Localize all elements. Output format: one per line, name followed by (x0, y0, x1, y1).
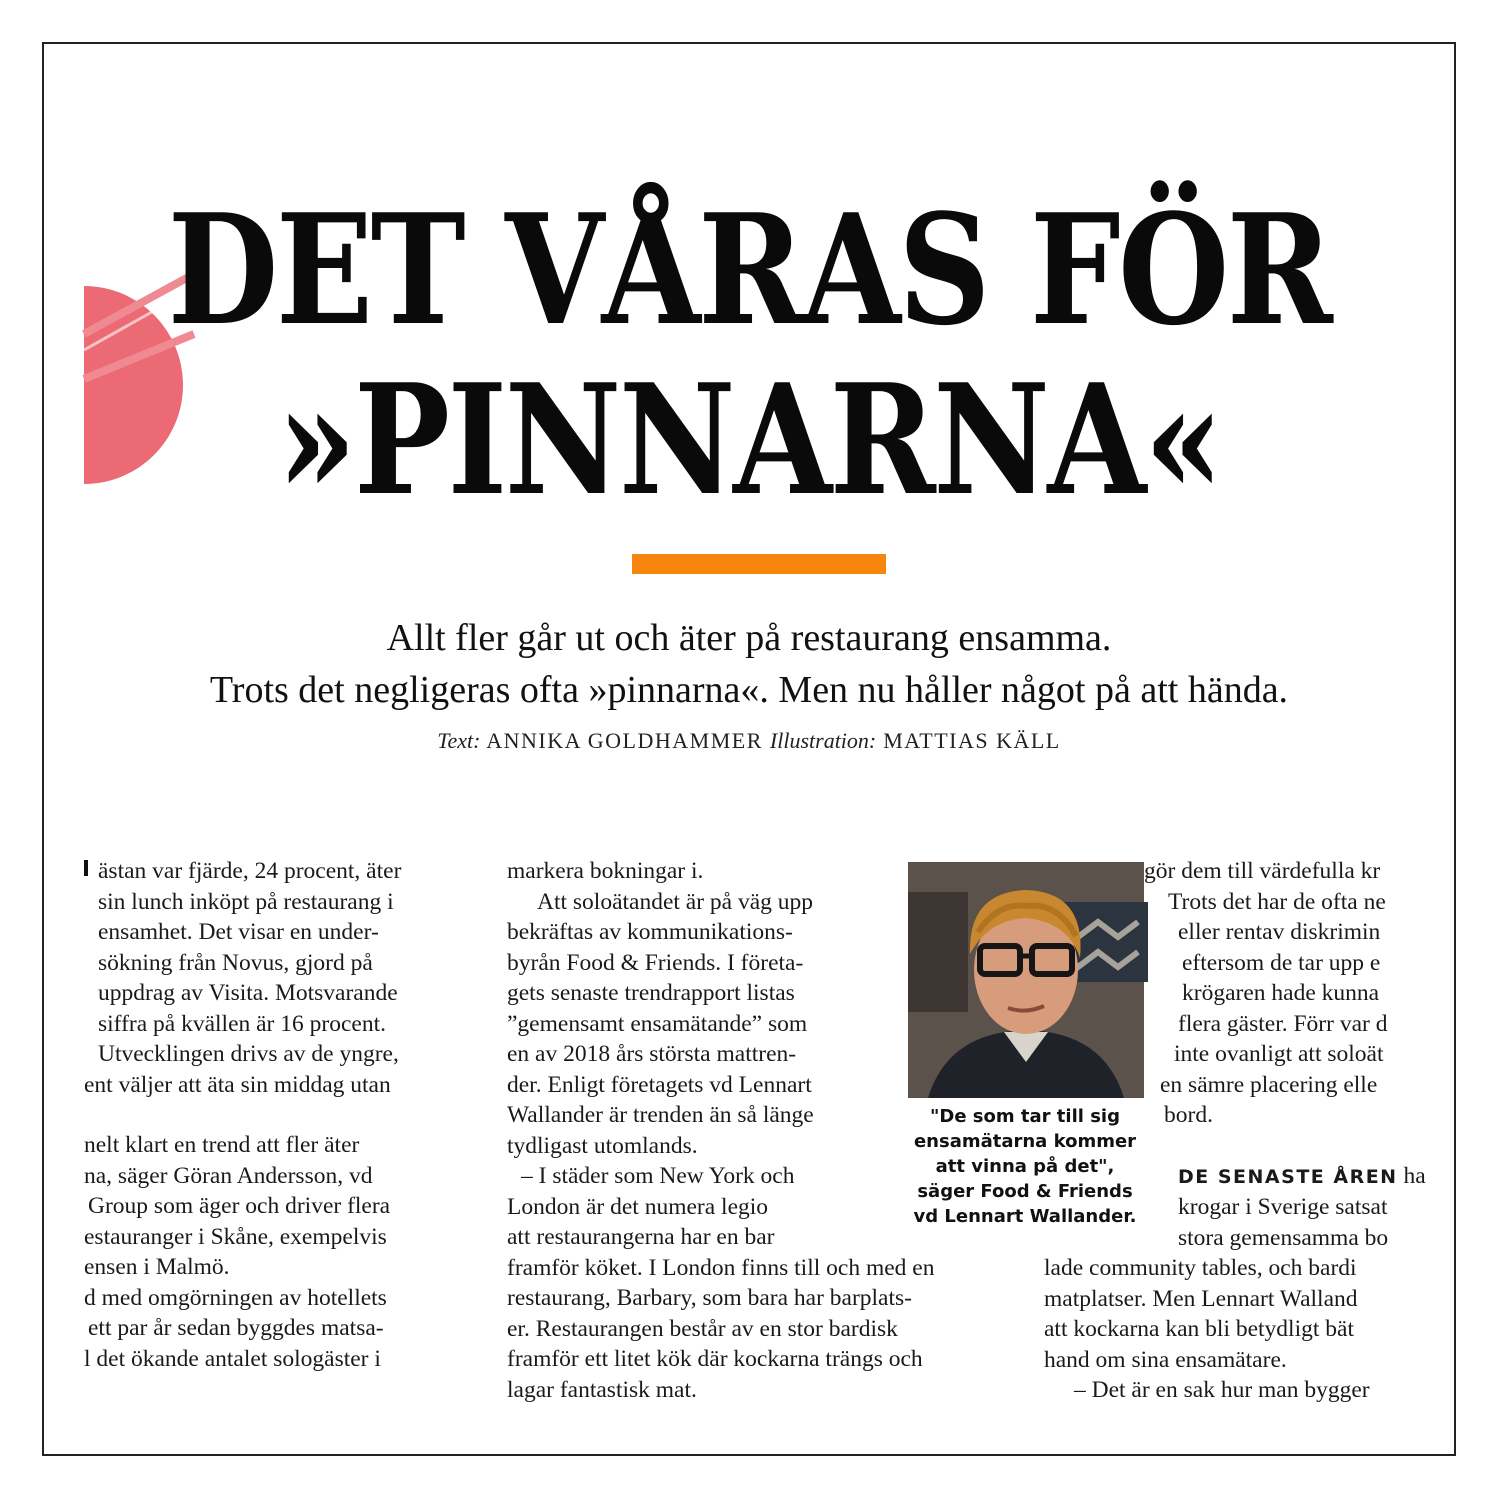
body-line: Utvecklingen drivs av de yngre, (98, 1041, 399, 1067)
body-line: – Det är en sak hur man bygger (1074, 1377, 1370, 1403)
body-line: ent väljer att äta sin middag utan (84, 1071, 391, 1098)
byline-illustrator: MATTIAS KÄLL (883, 728, 1061, 753)
body-line: ett par år sedan byggdes matsa- (88, 1315, 384, 1341)
body-line: DE SENASTE ÅREN ha (1178, 1162, 1426, 1189)
caption-line: att vinna på det", (935, 1156, 1115, 1177)
headline-line-1: DET VÅRAS FÖR (167, 180, 1331, 359)
body-column-3 (1044, 856, 1426, 1406)
body-line: Trots det har de ofta ne (1168, 888, 1386, 915)
byline-illustration-label: Illustration: (769, 728, 877, 753)
byline-author: ANNIKA GOLDHAMMER (486, 728, 763, 753)
body-line: London är det numera legio (507, 1193, 769, 1220)
body-line: att kockarna kan bli betydligt bät (1044, 1316, 1354, 1342)
body-line: Wallander är trenden än så länge (507, 1102, 814, 1128)
body-line: byrån Food & Friends. I företa- (507, 949, 804, 976)
dek-line-2: Trots det negligeras ofta »pinnarna«. Men nu håller något på att hända. (209, 669, 1289, 711)
body-line: stora gemensamma bo (1178, 1224, 1389, 1251)
body-line: hand om sina ensamätare. (1044, 1346, 1287, 1373)
body-line: gör dem till värdefulla kr (1144, 858, 1381, 884)
body-line: inte ovanligt att soloät (1174, 1041, 1384, 1067)
dek-line-1: Allt fler går ut och äter på restaurang ensamma. (386, 617, 1112, 659)
caption-line: "De som tar till sig (930, 1106, 1120, 1127)
body-line: ”gemensamt ensamätande” som (507, 1010, 808, 1037)
body-line: na, säger Göran Andersson, vd (84, 1162, 373, 1189)
body-line: framför köket. I London finns till och med en (507, 1254, 935, 1281)
paragraph-gap (84, 1100, 456, 1130)
body-line: matplatser. Men Lennart Walland (1044, 1285, 1358, 1312)
body-line: markera bokningar i. (507, 858, 704, 884)
accent-rule (632, 554, 886, 574)
byline (44, 728, 1454, 754)
body-line: en av 2018 års största mattren- (507, 1041, 797, 1067)
body-line: tydligast utomlands. (507, 1132, 698, 1159)
body-line: nelt klart en trend att fler äter (84, 1132, 360, 1158)
body-line: estauranger i Skåne, exempelvis (84, 1223, 387, 1250)
caption-line: ensamätarna kommer (913, 1131, 1137, 1152)
paragraph-lead-in: DE SENASTE ÅREN (1178, 1165, 1398, 1188)
body-line: d med omgörningen av hotellets (84, 1284, 387, 1311)
body-line: der. Enligt företagets vd Lennart (507, 1071, 812, 1098)
body-line: bekräftas av kommunikations- (507, 919, 793, 945)
body-line: sin lunch inköpt på restaurang i (98, 888, 394, 915)
body-line: att restaurangerna har en bar (507, 1224, 775, 1250)
body-line: eller rentav diskrimin (1178, 919, 1381, 945)
body-line: krögaren hade kunna (1182, 980, 1380, 1006)
body-line: framför ett litet kök där kockarna trängs och (507, 1346, 923, 1372)
body-line: gets senaste trendrapport listas (507, 980, 795, 1006)
body-line: uppdrag av Visita. Motsvarande (98, 980, 398, 1006)
body-line: ensen i Malmö. (84, 1254, 230, 1280)
body-line: lade community tables, och bardi (1044, 1255, 1357, 1281)
paragraph-gap (1044, 1131, 1420, 1161)
caption-line: vd Lennart Wallander. (913, 1206, 1137, 1227)
body-line: Group som äger och driver flera (88, 1193, 391, 1219)
body-line: – I städer som New York och (521, 1163, 795, 1189)
drop-cap-mark (84, 860, 88, 876)
body-line: flera gäster. Förr var d (1178, 1010, 1388, 1037)
body-line: er. Restaurangen består av en stor bardisk (507, 1315, 898, 1342)
headline-line-2: »PINNARNA« (276, 350, 1222, 529)
body-column-1 (84, 856, 456, 1374)
body-line: lagar fantastisk mat. (507, 1376, 697, 1403)
body-line: siffra på kvällen är 16 procent. (98, 1010, 386, 1037)
body-line: sökning från Novus, gjord på (98, 949, 373, 976)
body-line: l det ökande antalet sologäster i (84, 1345, 381, 1372)
body-line: restaurang, Barbary, som bara har barplats- (507, 1285, 912, 1311)
body-line: bord. (1164, 1102, 1213, 1128)
body-line: en sämre placering elle (1160, 1071, 1378, 1098)
body-line: eftersom de tar upp e (1182, 949, 1381, 976)
byline-text-label: Text: (437, 728, 481, 753)
article-frame (42, 42, 1456, 1456)
body-line: krogar i Sverige satsat (1178, 1194, 1388, 1220)
caption-line: säger Food & Friends (917, 1181, 1133, 1202)
body-line: ästan var fjärde, 24 procent, äter (84, 856, 456, 887)
body-line: Att soloätandet är på väg upp (537, 888, 814, 915)
body-line: ensamhet. Det visar en under- (98, 919, 379, 945)
